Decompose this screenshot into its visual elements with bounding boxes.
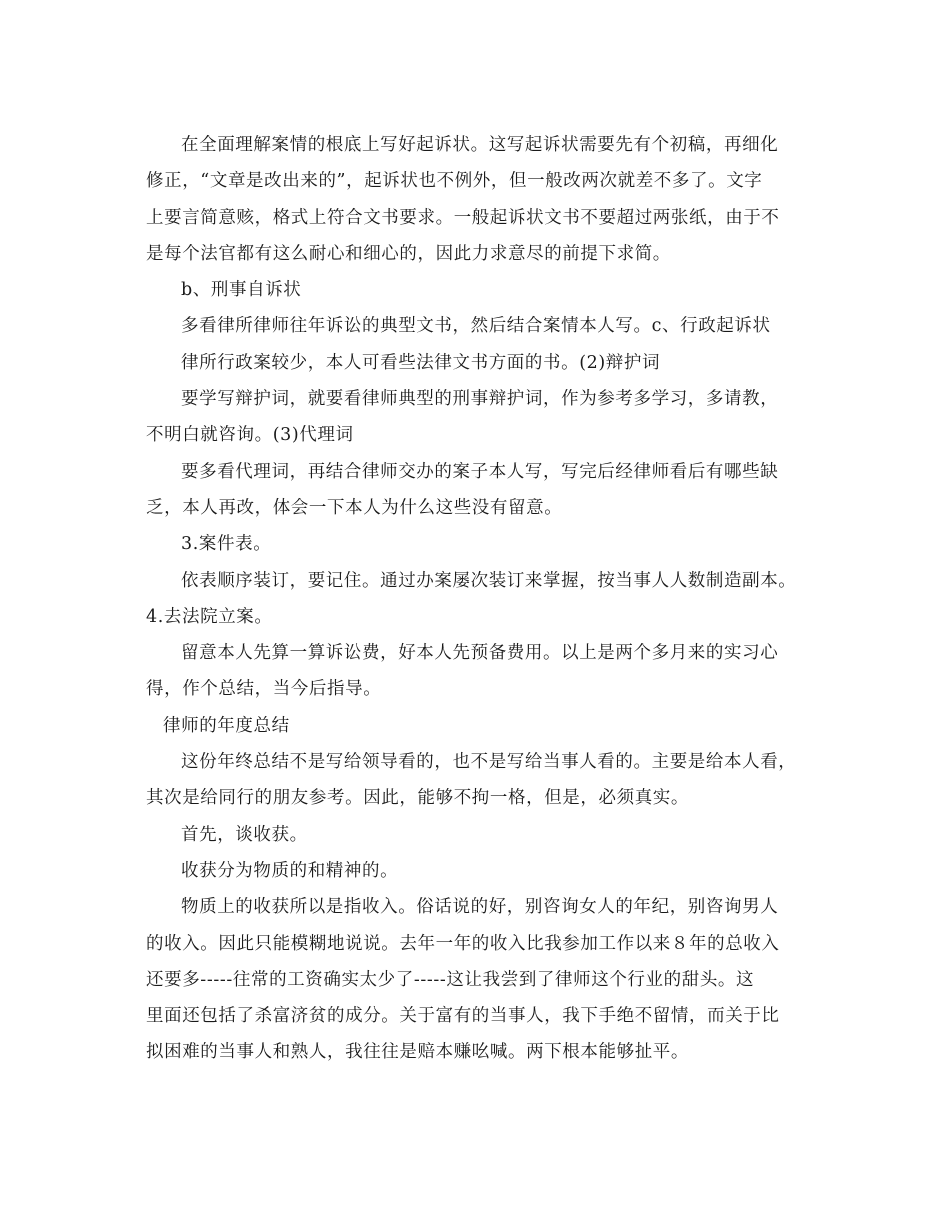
text-line: 在全面理解案情的根底上写好起诉状。这写起诉状需要先有个初稿，再细化 xyxy=(181,135,779,155)
text-line: 不明白就咨询。(3)代理词 xyxy=(146,425,354,446)
text-line: 是每个法官都有这么耐心和细心的，因此力求意尽的前提下求简。 xyxy=(146,243,671,264)
text-line: 的收入。因此只能模糊地说说。去年一年的收入比我参加工作以来８年的总收入 xyxy=(146,933,780,954)
text-line: 依表顺序装订，要记住。通过办案屡次装订来掌握，按当事人人数制造副本。 xyxy=(181,570,797,591)
text-line: 得，作个总结，当今后指导。 xyxy=(146,679,382,700)
text-line: 多看律所律师往年诉讼的典型文书，然后结合案情本人写。c、行政起诉状 xyxy=(181,316,771,337)
document-title: 律师的年度总结 xyxy=(163,715,290,736)
text-line: 乏，本人再改，体会一下本人为什么这些没有留意。 xyxy=(146,497,563,518)
text-line: 要学写辩护词，就要看律师典型的刑事辩护词，作为参考多学习，多请教， xyxy=(181,389,779,410)
text-line: 拟困难的当事人和熟人，我往往是赔本赚吆喊。两下根本能够扯平。 xyxy=(146,1042,689,1063)
section-heading: 4.去法院立案。 xyxy=(146,606,273,627)
text-line: 其次是给同行的朋友参考。因此，能够不拘一格，但是，必须真实。 xyxy=(146,788,689,809)
text-line: 上要言简意赅，格式上符合文书要求。一般起诉状文书不要超过两张纸，由于不 xyxy=(146,207,780,228)
text-line: 首先，谈收获。 xyxy=(181,824,308,845)
section-heading: 3.案件表。 xyxy=(181,534,272,555)
section-heading: b、刑事自诉状 xyxy=(181,280,302,301)
text-line: 里面还包括了杀富济贫的成分。关于富有的当事人，我下手绝不留情，而关于比 xyxy=(146,1006,780,1027)
text-line: 修正，“文章是改出来的”，起诉状也不例外，但一般改两次就差不多了。文字 xyxy=(146,171,763,192)
text-line: 物质上的收获所以是指收入。俗话说的好，别咨询女人的年纪，别咨询男人 xyxy=(181,897,779,918)
text-line: 还要多-----往常的工资确实太少了-----这让我尝到了律师这个行业的甜头。这 xyxy=(146,969,755,990)
text-line: 这份年终总结不是写给领导看的，也不是写给当事人看的。主要是给本人看， xyxy=(181,752,797,773)
document-body xyxy=(146,127,814,1071)
text-line: 要多看代理词，再结合律师交办的案子本人写，写完后经律师看后有哪些缺 xyxy=(181,461,779,482)
text-line: 留意本人先算一算诉讼费，好本人先预备费用。以上是两个多月来的实习心 xyxy=(181,643,779,664)
text-line: 收获分为物质的和精神的。 xyxy=(181,860,399,881)
text-line: 律所行政案较少，本人可看些法律文书方面的书。(2)辩护词 xyxy=(181,352,661,373)
